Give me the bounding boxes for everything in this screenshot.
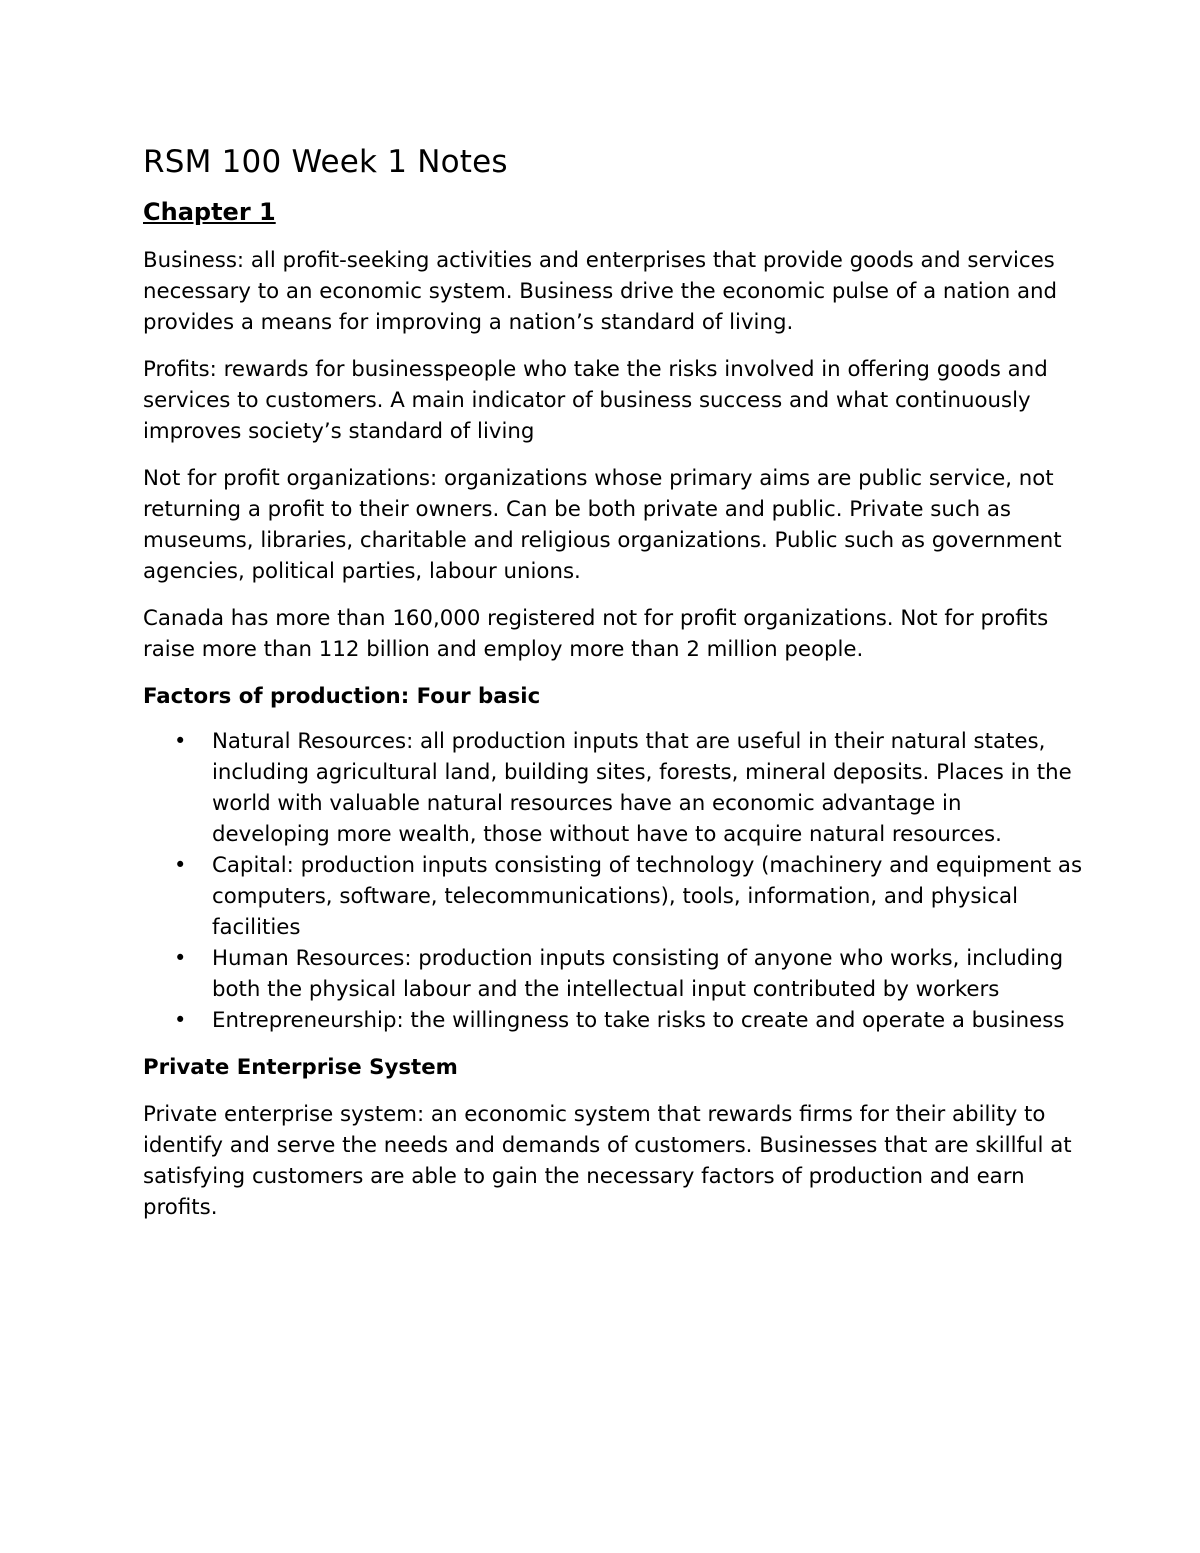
document-title: RSM 100 Week 1 Notes xyxy=(143,144,508,180)
factors-list xyxy=(143,726,1083,1036)
private-enterprise-heading: Private Enterprise System xyxy=(143,1055,458,1080)
paragraph-private-enterprise: Private enterprise system: an economic system that rewards firms for their ability to identify and serve the needs and demands of customers. Businesses that are skillful at satisfying customers are able to gain the necessary factors of production and earn profits. xyxy=(143,1102,1072,1220)
paragraph-not-for-profit: Not for profit organizations: organizations whose primary aims are public service, not returning a profit to their owners. Can be both private and public. Private such as museums, libraries, charitable and religious organizations. Public such as government agencies, political parties, labour unions. xyxy=(143,466,1062,584)
bullet-icon: • xyxy=(174,729,187,753)
list-item xyxy=(174,1005,1083,1036)
list-item xyxy=(174,850,1083,943)
bullet-icon: • xyxy=(174,946,187,970)
list-item-text: Natural Resources: all production inputs that are useful in their natural states, including agricultural land, building sites, forests, mineral deposits. Places in the world with valuable natural resources have an economic advantage in developing more wealth, those without have to acquire natural resources. xyxy=(212,729,1072,847)
bullet-icon: • xyxy=(174,853,187,877)
list-item-text: Human Resources: production inputs consisting of anyone who works, including both the physical labour and the intellectual input contributed by workers xyxy=(212,946,1064,1002)
list-item xyxy=(174,726,1083,850)
document-page xyxy=(143,143,1083,1223)
paragraph-profits: Profits: rewards for businesspeople who take the risks involved in offering goods and services to customers. A main indicator of business success and what continuously improves society’s standard of living xyxy=(143,357,1048,444)
factors-heading: Factors of production: Four basic xyxy=(143,684,541,709)
list-item-text: Entrepreneurship: the willingness to take risks to create and operate a business xyxy=(212,1008,1065,1033)
chapter-heading: Chapter 1 xyxy=(143,198,276,226)
paragraph-business: Business: all profit-seeking activities and enterprises that provide goods and services necessary to an economic system. Business drive the economic pulse of a nation and provides a means for improving a nation’s standard of living. xyxy=(143,248,1058,335)
bullet-icon: • xyxy=(174,1008,187,1032)
paragraph-canada-statistics: Canada has more than 160,000 registered not for profit organizations. Not for profits raise more than 112 billion and employ more than 2 million people. xyxy=(143,606,1049,662)
list-item xyxy=(174,943,1083,1005)
list-item-text: Capital: production inputs consisting of technology (machinery and equipment as computers, software, telecommunications), tools, information, and physical facilities xyxy=(212,853,1083,940)
